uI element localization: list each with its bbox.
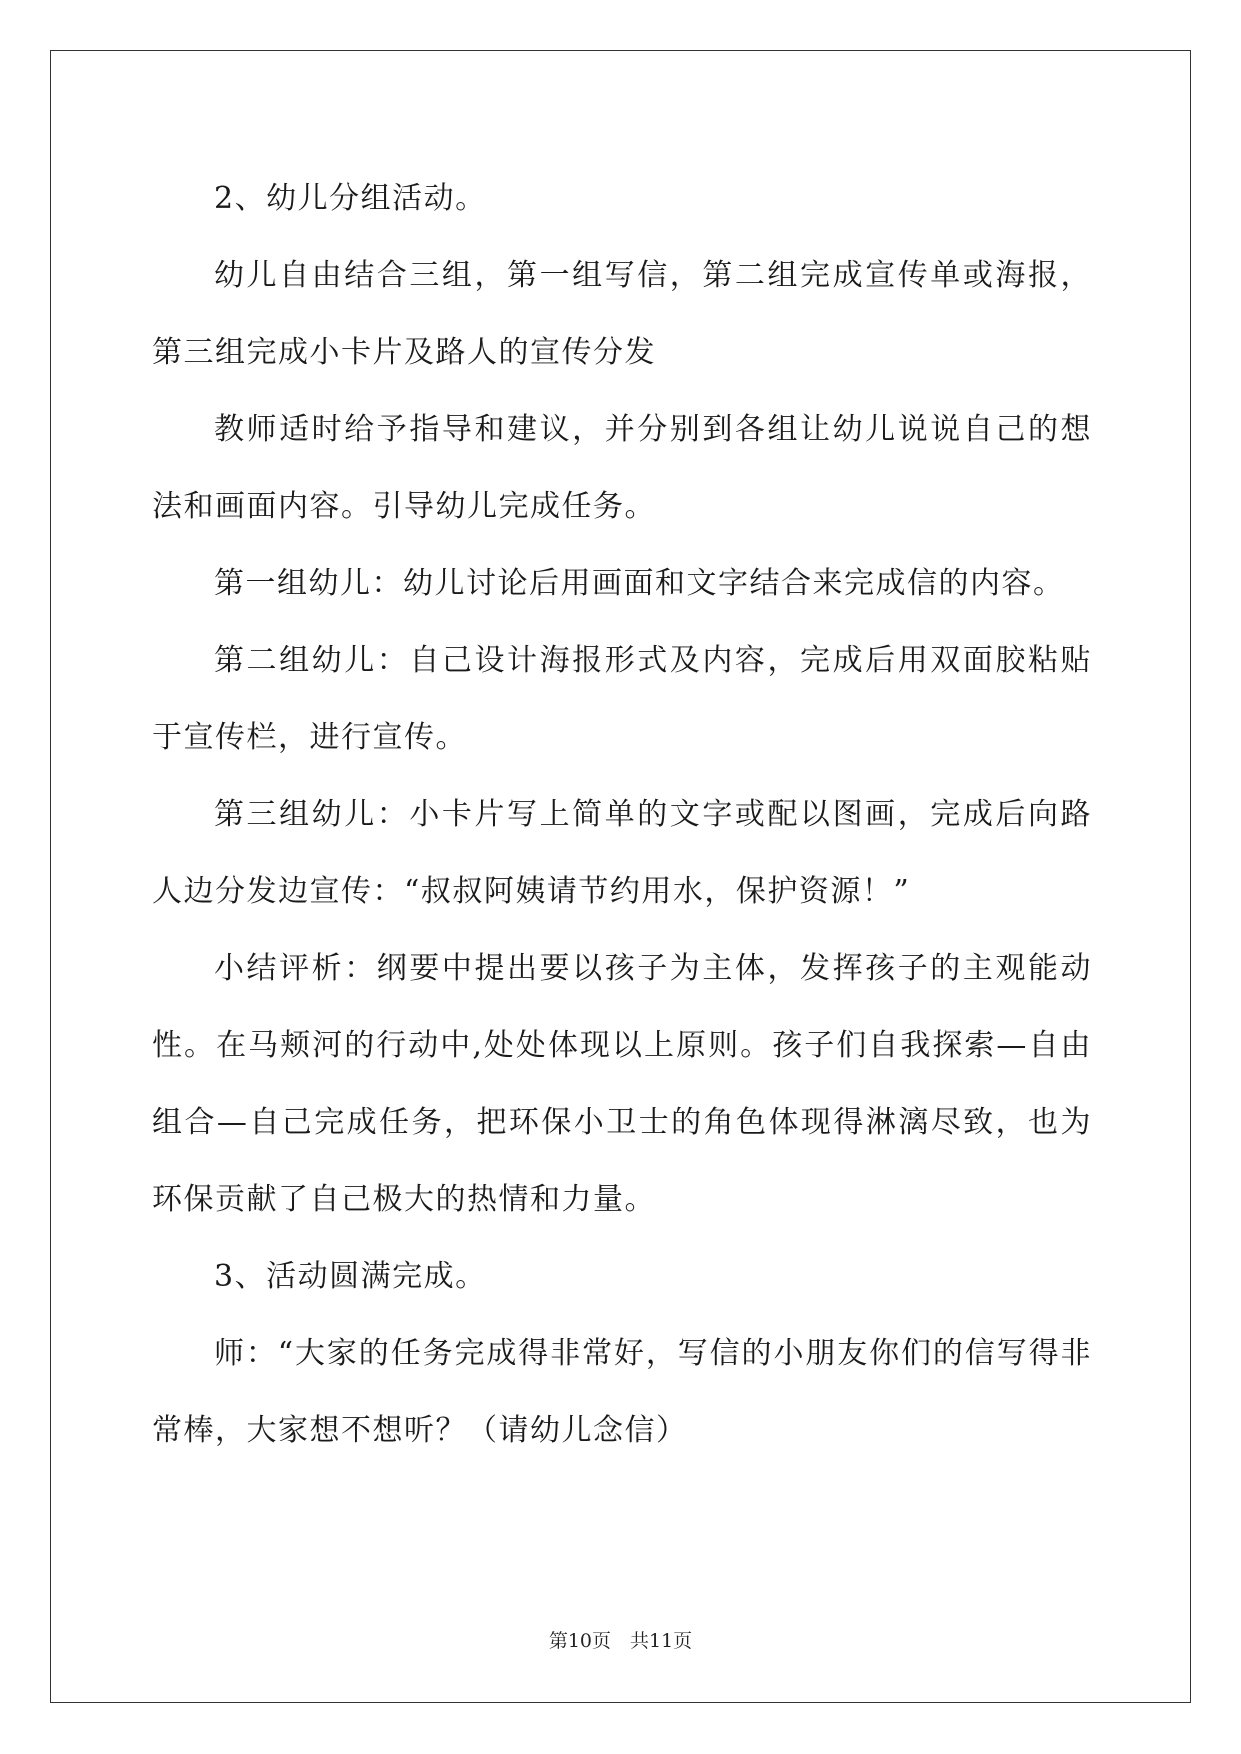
paragraph-section-2-heading: 2、幼儿分组活动。 [214, 181, 487, 216]
paragraph-group-one: 第一组幼儿：幼儿讨论后用画面和文字结合来完成信的内容。 [214, 566, 1065, 601]
paragraph-group-three: 第三组幼儿：小卡片写上简单的文字或配以图画，完成后向路人边分发边宣传：“叔叔阿姨请节约用水，保护资源！” [152, 797, 1092, 909]
page-number-footer: 第10页 共11页 [548, 1630, 693, 1652]
paragraph-group-division: 幼儿自由结合三组，第一组写信，第二组完成宣传单或海报，第三组完成小卡片及路人的宣传分发 [152, 258, 1092, 370]
document-body [152, 160, 1092, 1469]
paragraph-teacher-quote: 师：“大家的任务完成得非常好，写信的小朋友你们的信写得非常棒，大家想不想听？（请幼儿念信） [152, 1336, 1092, 1448]
paragraph-section-3-heading: 3、活动圆满完成。 [214, 1259, 487, 1294]
paragraph-summary: 小结评析：纲要中提出要以孩子为主体，发挥孩子的主观能动性。在马颊河的行动中,处处体现以上原则。孩子们自我探索—自由组合—自己完成任务，把环保小卫士的角色体现得淋漓尽致，也为环保贡献了自己极大的热情和力量。 [152, 951, 1092, 1217]
paragraph-group-two: 第二组幼儿：自己设计海报形式及内容，完成后用双面胶粘贴于宣传栏，进行宣传。 [152, 643, 1092, 755]
paragraph-teacher-guidance: 教师适时给予指导和建议，并分别到各组让幼儿说说自己的想法和画面内容。引导幼儿完成任务。 [152, 412, 1092, 524]
